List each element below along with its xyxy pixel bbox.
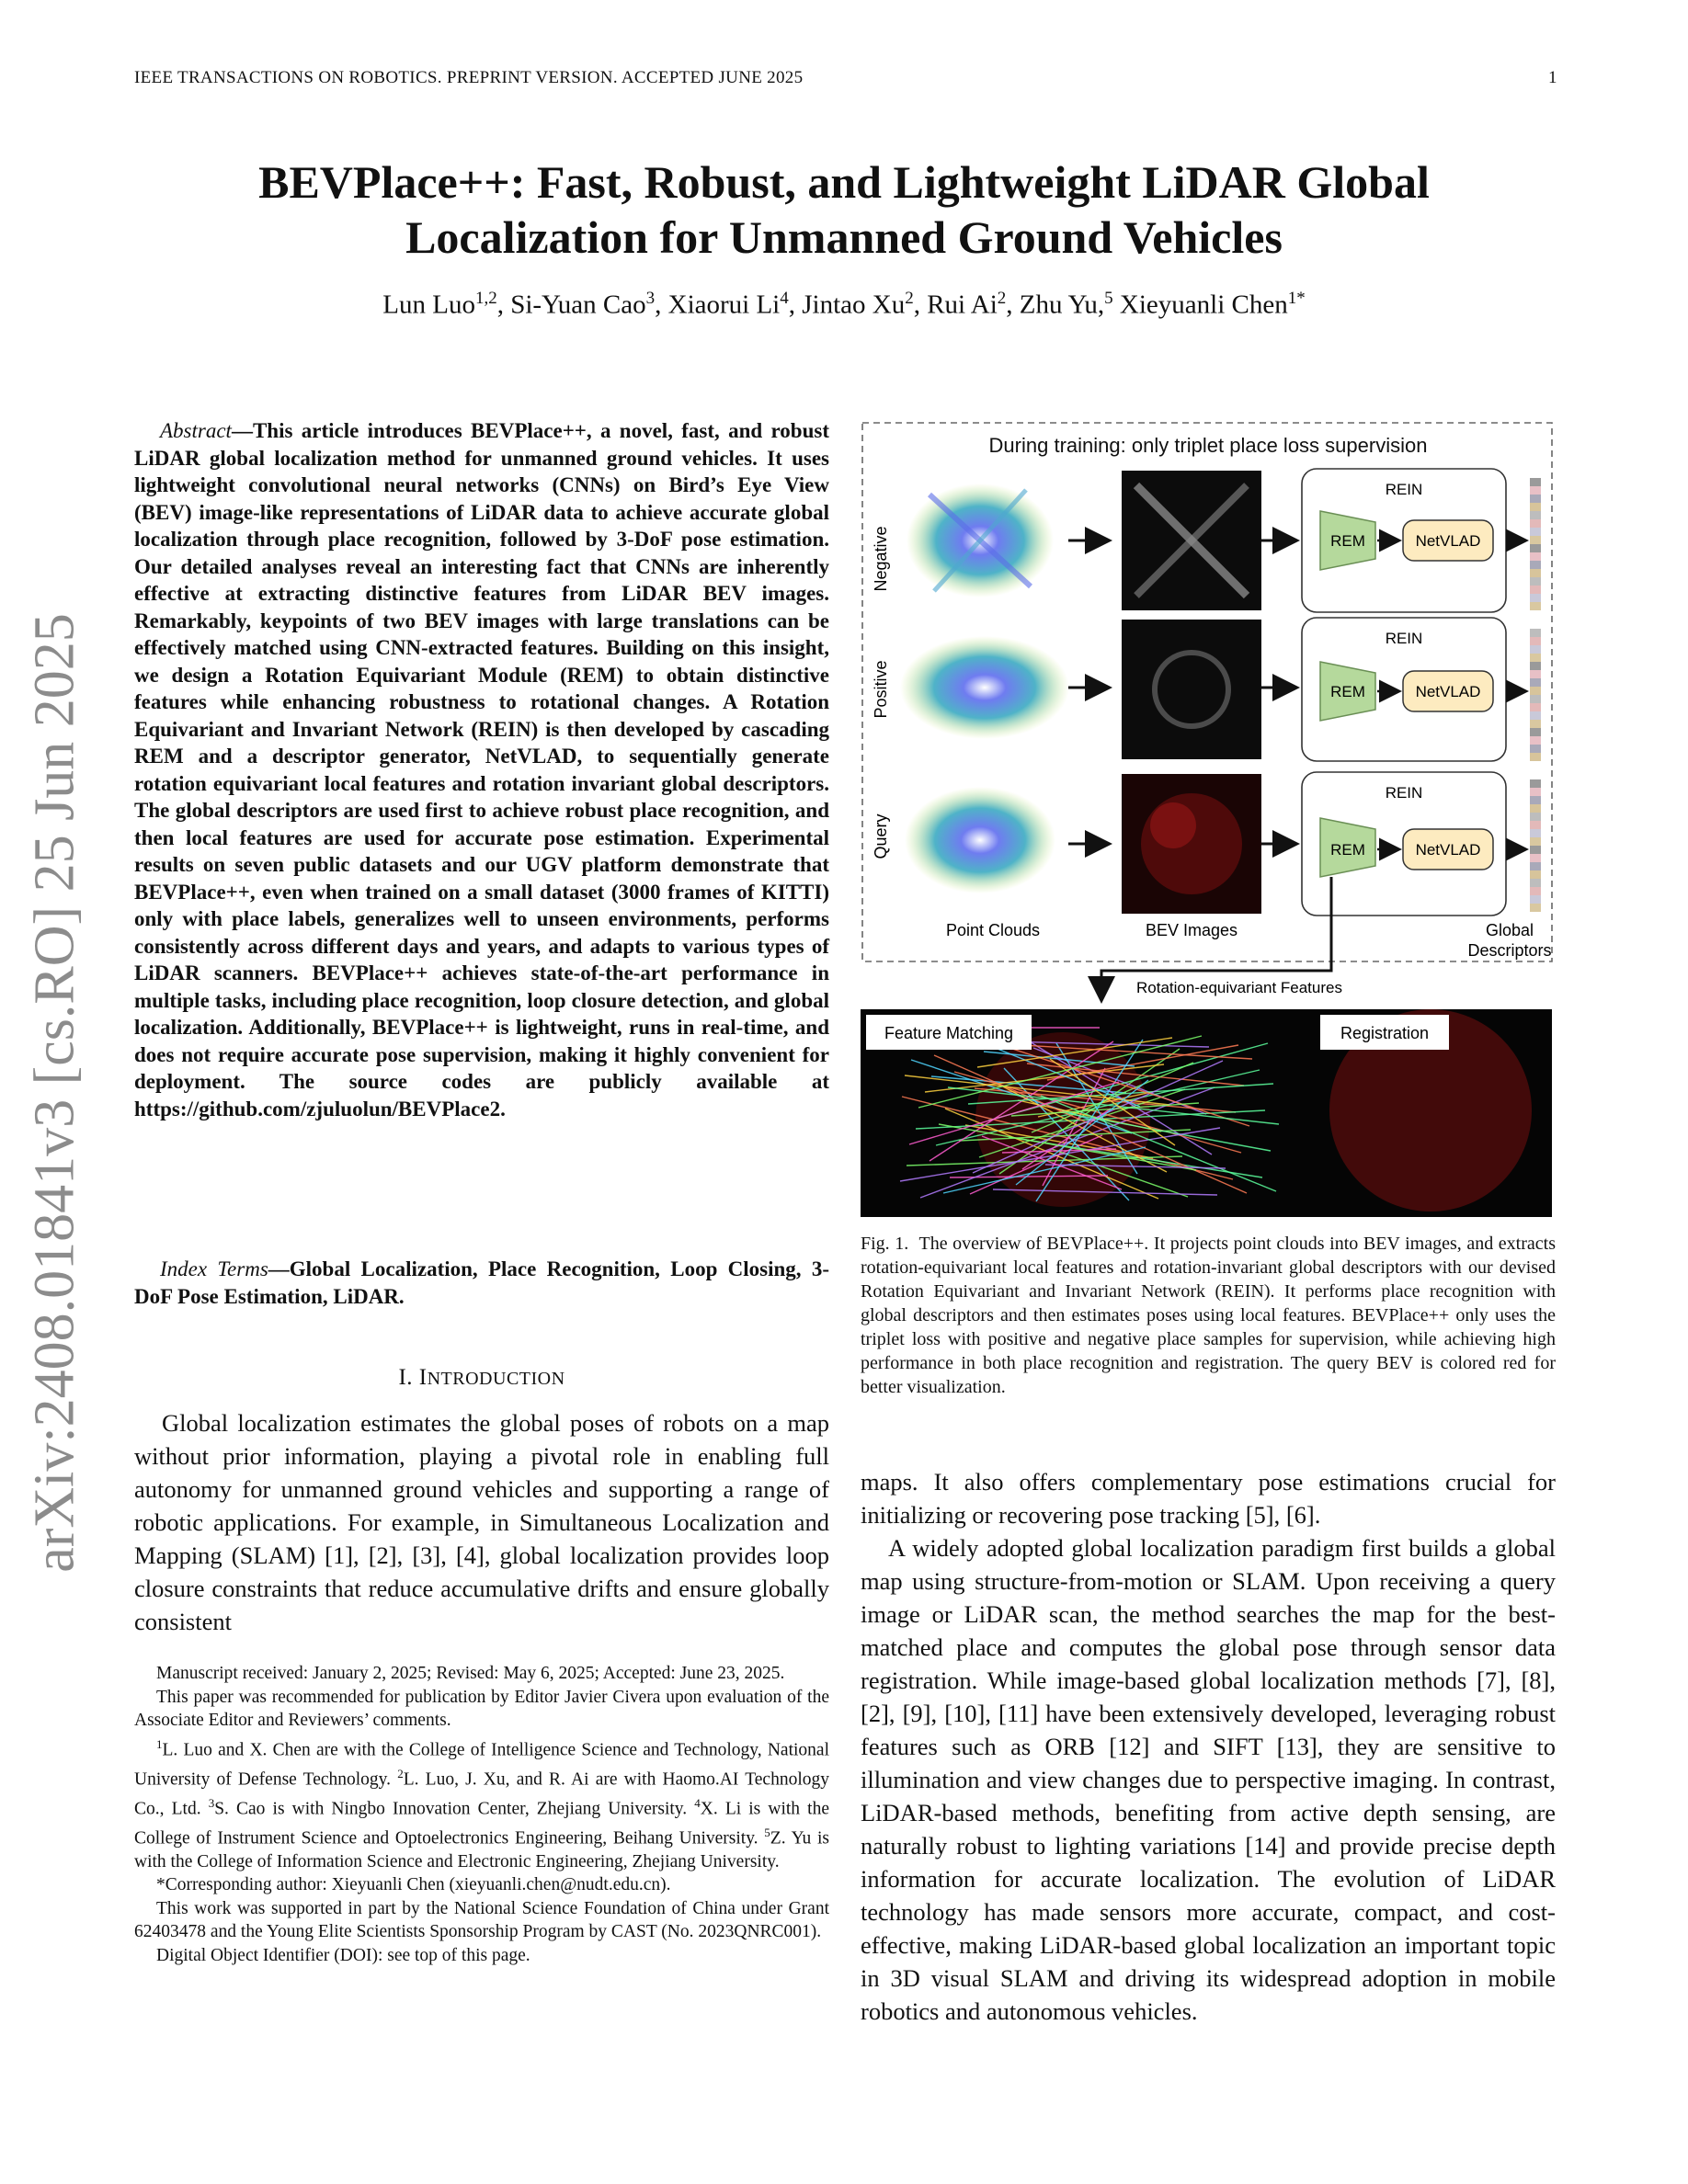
aff3-sup: 3	[208, 1795, 215, 1810]
abstract-text: This article introduces BEVPlace++, a novel, fast, and robust LiDAR global localization method for unmanned ground vehicles. It uses lightweight convolutional neural networks (CNNs) on Bird’s Eye View (BEV) image-like representations of LiDAR data to achieve accurate global localization through place recognition, followed by 3-DoF pose estimation. Our detailed analyses reveal an interesting fact that CNNs are inherently effective at extracting distinctive features from LiDAR BEV images. Remarkably, keypoints of two BEV images with large translations can be effectively matched using CNN-extracted features. Building on this insight, we design a Rotation Equivariant Module (REM) to obtain distinctive features while enhancing robustness to rotational changes. A Rotation Equivariant and Invariant Network (REIN) is then developed by cascading REM and a descriptor generator, NetVLAD, to sequentially generate rotation equivariant local features and rotation invariant global descriptors. The global descriptors are used first to achieve robust place recognition, and then local features are used for accurate pose estimation. Experimental results on seven public datasets and our UGV platform demonstrate that BEVPlace++, even when trained on a small dataset (3000 frames of KITTI) only with place labels, generalizes well to unseen environments, performs consistently across different days and years, and adapts to various types of LiDAR scanners. BEVPlace++ achieves state-of-the-art performance in multiple tasks, including place recognition, loop closure detection, and global localization. Additionally, BEVPlace++ is lightweight, runs in real-time, and does not require accurate pose supervision, making it highly convenient for deployment. The source codes are publicly available at https://github.com/zjuluolun/BEVPlace2.	[134, 419, 829, 1120]
descriptor-query	[1530, 779, 1541, 912]
author-name: Si-Yuan Cao	[510, 290, 646, 320]
index-terms-text: Global Localization, Place Recognition, Loop Closing, 3-DoF Pose Estimation, LiDAR.	[134, 1257, 829, 1308]
footnotes	[134, 1662, 829, 1967]
index-terms-label: Index Terms	[160, 1257, 268, 1280]
author-name: Rui Ai	[927, 290, 998, 320]
descriptor-cell	[1530, 887, 1541, 895]
descriptor-cell	[1530, 728, 1541, 736]
col-label-bev: BEV Images	[1145, 921, 1238, 939]
descriptor-cell	[1530, 577, 1541, 586]
descriptor-cell	[1530, 862, 1541, 870]
footnote-doi: Digital Object Identifier (DOI): see top of this page.	[156, 1945, 530, 1965]
descriptor-cell	[1530, 796, 1541, 804]
author-affiliation: 4	[780, 289, 789, 308]
aff3-text: S. Cao is with Ningbo Innovation Center, Zhejiang University.	[214, 1799, 695, 1818]
aff5-sup: 5	[764, 1825, 770, 1839]
descriptor-cell	[1530, 829, 1541, 837]
footnote-received: Manuscript received: January 2, 2025; Revised: May 6, 2025; Accepted: June 23, 2025.	[156, 1664, 785, 1683]
figure-1	[861, 421, 1556, 1217]
netvlad-label-positive: NetVLAD	[1415, 683, 1481, 700]
intro-paragraph	[134, 1406, 829, 1638]
descriptor-cell	[1530, 629, 1541, 637]
footnote-funding: This work was supported in part by the National Science Foundation of China under Grant 62403478 and the Young Elite Scientists Sponsorship Program by CAST (No. 2023QNRC001).	[134, 1898, 829, 1941]
descriptor-cell	[1530, 569, 1541, 577]
figure-caption	[861, 1232, 1556, 1399]
author-name: Lun Luo	[382, 290, 475, 320]
descriptor-cell	[1530, 561, 1541, 569]
aff5-text: Z. Yu is with the College of Information Science and Electronic Engineering, Zhejiang University.	[134, 1828, 829, 1871]
rem-label-negative: REM	[1330, 532, 1365, 550]
figure-1-diagram	[861, 421, 1556, 1217]
index-terms-dash: —	[268, 1257, 290, 1280]
descriptor-cell	[1530, 552, 1541, 561]
descriptor-cell	[1530, 511, 1541, 519]
descriptor-cell	[1530, 837, 1541, 846]
descriptor-cell	[1530, 854, 1541, 862]
descriptor-cell	[1530, 804, 1541, 813]
netvlad-label-negative: NetVLAD	[1415, 532, 1481, 550]
row-negative	[872, 469, 1541, 612]
right-paragraph-2: A widely adopted global localization paradigm first builds a global map using structure-from-motion or SLAM. Upon receiving a query image or LiDAR scan, the method searches the map for the best-matched place and computes the global pose through sensor data registration. While image-based global localization methods [7], [8], [2], [9], [10], [11] have been extensively developed, leveraging robust features such as ORB [12] and SIFT [13], they are sensitive to illumination and view changes due to perspective imaging. In contrast, LiDAR-based methods, benefiting from active depth sensing, are naturally robust to lighting variations [14] and provide precise depth information for accurate localization. The evolution of LiDAR technology has made sensors more accurate, compact, and cost-effective, making LiDAR-based global localization an important topic in 3D visual SLAM and driving its widespread adoption in mobile robotics and autonomous vehicles.	[861, 1534, 1556, 2025]
row-positive	[872, 618, 1541, 761]
rem-label-positive: REM	[1330, 683, 1365, 700]
descriptor-cell	[1530, 779, 1541, 788]
title-line-1: BEVPlace++: Fast, Robust, and Lightweight LiDAR Global	[258, 156, 1430, 208]
descriptor-cell	[1530, 870, 1541, 879]
descriptor-cell	[1530, 879, 1541, 887]
aff4-sup: 4	[694, 1795, 701, 1810]
descriptor-cell	[1530, 519, 1541, 528]
descriptor-cell	[1530, 495, 1541, 503]
descriptor-cell	[1530, 846, 1541, 854]
descriptor-cell	[1530, 544, 1541, 552]
rein-label-negative: REIN	[1385, 481, 1423, 498]
abstract-label: Abstract	[160, 419, 232, 442]
page-number: 1	[1548, 68, 1557, 87]
descriptor-cell	[1530, 654, 1541, 662]
section-heading-introduction	[134, 1365, 829, 1391]
descriptor-cell	[1530, 711, 1541, 720]
section-numeral: I. I	[398, 1365, 428, 1390]
row-label-negative: Negative	[872, 526, 890, 592]
index-terms	[134, 1256, 829, 1310]
rein-label-query: REIN	[1385, 784, 1423, 802]
descriptor-cell	[1530, 645, 1541, 654]
abstract	[134, 417, 829, 1122]
aff1-text: L. Luo and X. Chen are with the College of Intelligence Science and Technology, National University of Defense Technology.	[134, 1740, 829, 1789]
positive-bev-image	[1122, 620, 1261, 759]
paper-title	[134, 154, 1554, 265]
title-line-2: Localization for Unmanned Ground Vehicles	[405, 211, 1283, 263]
descriptor-cell	[1530, 788, 1541, 796]
row-query	[872, 772, 1541, 916]
caption-text: The overview of BEVPlace++. It projects point clouds into BEV images, and extracts rotation-equivariant local features and rotation-invariant global descriptors with our devised Rotation Equivariant and Invariant Network (REIN). It performs place recognition with global descriptors and then estimates poses using local features. BEVPlace++ only uses the triplet loss with positive and negative place samples for supervision, while achieving high performance in both place recognition and registration. The query BEV is colored red for better visualization.	[861, 1234, 1556, 1397]
author-affiliation: 2	[905, 289, 914, 308]
running-head: IEEE TRANSACTIONS ON ROBOTICS. PREPRINT VERSION. ACCEPTED JUNE 2025	[134, 68, 804, 87]
section-title: NTRODUCTION	[427, 1369, 565, 1389]
descriptor-cell	[1530, 662, 1541, 670]
author-affiliation: 3	[645, 289, 656, 308]
descriptor-cell	[1530, 695, 1541, 703]
right-paragraph-1: maps. It also offers complementary pose estimations crucial for initializing or recovering pose tracking [5], [6].	[861, 1468, 1556, 1529]
descriptor-cell	[1530, 821, 1541, 829]
footnote-editor: This paper was recommended for publication by Editor Javier Civera upon evaluation of the Associate Editor and Reviewers’ comments.	[134, 1687, 829, 1730]
author-affiliation: 5	[1104, 289, 1113, 308]
aff4-text: X. Li is with the College of Instrument Science and Optoelectronics Engineering, Beihang University.	[134, 1799, 829, 1848]
author-affiliation: 1,2	[474, 289, 497, 308]
author-name: Zhu Yu,	[1019, 290, 1105, 320]
descriptor-cell	[1530, 670, 1541, 678]
footnote-corresponding: *Corresponding author: Xieyuanli Chen (xieyuanli.chen@nudt.edu.cn).	[156, 1875, 671, 1894]
descriptor-cell	[1530, 478, 1541, 486]
aff2-text: L. Luo, J. Xu, and R. Ai are with Haomo.AI Technology Co., Ltd.	[134, 1769, 829, 1818]
feature-matching-label: Feature Matching	[884, 1024, 1014, 1042]
aff1-sup: 1	[156, 1736, 163, 1751]
author-affiliation: 2	[997, 289, 1007, 308]
row-label-query: Query	[872, 813, 890, 859]
footnote-affiliations	[134, 1733, 829, 1874]
author-list: Lun Luo$^{1,2}$, Si-Yuan Cao$^3$, Xiaorui Li$^4$, Jintao Xu$^2$, Rui Ai$^2$, Zhu Yu,$^5$ Xieyuanli Chen$^{1*}$	[382, 289, 1306, 320]
training-label: During training: only triplet place loss supervision	[988, 434, 1428, 457]
descriptor-cell	[1530, 904, 1541, 912]
descriptor-negative	[1530, 478, 1541, 610]
descriptor-cell	[1530, 503, 1541, 511]
descriptor-positive	[1530, 629, 1541, 761]
author-affiliation: 1*	[1287, 289, 1306, 308]
descriptor-cell	[1530, 528, 1541, 536]
arxiv-id: arXiv:2408.01841v3 [cs.RO] 25 Jun 2025	[23, 613, 86, 1573]
rein-label-positive: REIN	[1385, 630, 1423, 647]
descriptor-cell	[1530, 703, 1541, 711]
descriptor-cell	[1530, 895, 1541, 904]
registration-label: Registration	[1340, 1024, 1430, 1042]
query-point-cloud	[905, 787, 1055, 893]
rot-features-label: Rotation-equivariant Features	[1136, 979, 1342, 996]
abstract-dash: —	[231, 419, 253, 442]
descriptor-cell	[1530, 753, 1541, 761]
intro-text: Global localization estimates the global poses of robots on a map without prior information, playing a pivotal role in enabling full autonomy for unmanned ground vehicles and supporting a range of robotic applications. For example, in Simultaneous Localization and Mapping (SLAM) [1], [2], [3], [4], global localization provides loop closure constraints that reduce accumulative drifts and ensure globally consistent	[134, 1409, 829, 1635]
descriptor-cell	[1530, 687, 1541, 695]
netvlad-label-query: NetVLAD	[1415, 841, 1481, 859]
descriptor-cell	[1530, 594, 1541, 602]
row-label-positive: Positive	[872, 660, 890, 719]
col-label-global-1: Global	[1485, 921, 1534, 939]
rem-label-query: REM	[1330, 841, 1365, 859]
descriptor-cell	[1530, 602, 1541, 610]
aff2-sup: 2	[397, 1766, 404, 1780]
right-column-text	[861, 1465, 1556, 2028]
descriptor-cell	[1530, 745, 1541, 753]
descriptor-cell	[1530, 586, 1541, 594]
positive-point-cloud	[900, 636, 1069, 739]
author-name: Xieyuanli Chen	[1119, 290, 1288, 320]
descriptor-cell	[1530, 486, 1541, 495]
col-label-point-clouds: Point Clouds	[945, 921, 1041, 939]
author-name: Xiaorui Li	[667, 290, 781, 320]
arxiv-sidebar	[9, 610, 101, 1575]
descriptor-cell	[1530, 678, 1541, 687]
descriptor-cell	[1530, 720, 1541, 728]
caption-label: Fig. 1.	[861, 1234, 909, 1254]
descriptor-cell	[1530, 637, 1541, 645]
author-name: Jintao Xu	[802, 290, 906, 320]
descriptor-cell	[1530, 536, 1541, 544]
descriptor-cell	[1530, 813, 1541, 821]
col-label-global-2: Descriptors	[1467, 941, 1552, 960]
descriptor-cell	[1530, 736, 1541, 745]
